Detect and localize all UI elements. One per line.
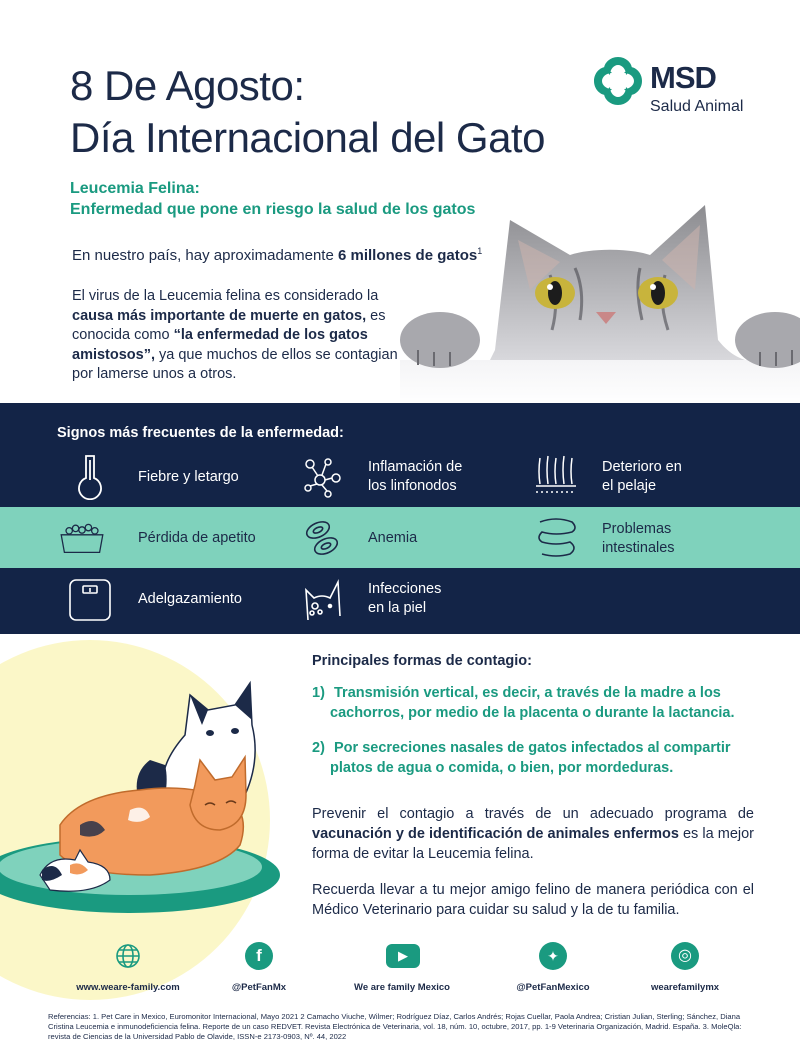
contagio-item-2 (312, 738, 772, 778)
sign-apetito-label: Pérdida de apetito (138, 530, 256, 546)
sign-piel-line2: en la piel (368, 600, 427, 616)
subtitle-line-1: Leucemia Felina: (70, 180, 200, 197)
prevention-paragraph (312, 804, 754, 864)
logo-subtitle: Salud Animal (650, 98, 744, 115)
social-twitter-label: @PetFanMexico (516, 982, 590, 993)
sign-adelgazamiento-label: Adelgazamiento (138, 591, 242, 607)
sign-linfonodos-line2: los linfonodos (368, 478, 457, 494)
title-line-2: Día Internacional del Gato (70, 114, 545, 161)
intro-bold-2: “la enfermedad de los gatos amistosos”, (72, 327, 368, 363)
intro-bold-1: causa más importante de muerte en gatos, (72, 307, 367, 324)
title-line-1: 8 De Agosto: (70, 62, 305, 109)
sign-linfonodos (368, 458, 462, 496)
social-links (48, 940, 760, 1000)
sign-anemia (368, 529, 417, 548)
prevention-bold: vacunación y de identificación de animales enfermos (312, 826, 679, 842)
social-globe-label: www.weare-family.com (76, 982, 180, 993)
page-title (70, 60, 545, 164)
sign-piel-line1: Infecciones (368, 581, 442, 597)
sign-apetito (138, 529, 256, 548)
references: Referencias: 1. Pet Care in Mexico, Euromonitor Internacional, Mayo 2021 2 Camacho Viuche, Wilmer; Rodríguez Díaz, Carlos Andrés; Rojas Cuellar, Paola Andrea; Cristian Julian, Sterling; Sánchez, Diana Cristina Leucemia e inmunodeficiencia felina. Reporte de un caso REDVET. Revista Electrónica de Veterinaria, vol. 18, núm. 10, octubre, 2017, pp. 1-9 Veterinaria Organización, Madrid. España. 3. MoleQla: revista de Ciencias de la Universidad Pablo de Olavide, ISSN-e 2173-0903, Nº. 44, 2022 (48, 1012, 742, 1041)
thermometer-icon (66, 452, 114, 500)
cat-photo (400, 180, 800, 405)
sign-pelaje-line1: Deterioro en (602, 459, 682, 475)
sign-fiebre-label: Fiebre y letargo (138, 469, 239, 485)
signs-title: Signos más frecuentes de la enfermedad: (57, 425, 344, 441)
intro-text-3: ya que muchos de ellos se contagian por lamerse unos a otros. (72, 346, 398, 382)
sign-linfonodos-line1: Inflamación de (368, 459, 463, 475)
scale-icon (66, 576, 114, 624)
intro-paragraph (72, 287, 402, 385)
social-youtube-label: We are family Mexico (354, 982, 450, 993)
sign-intestinales-line2: intestinales (602, 540, 675, 556)
social-instagram-label: wearefamilymx (650, 982, 720, 993)
contagio-item-1-number: 1) (312, 685, 325, 701)
fur-icon (532, 452, 580, 500)
sign-intestinales (602, 520, 675, 558)
sign-pelaje (602, 458, 682, 496)
contagio-title: Principales formas de contagio: (312, 653, 532, 669)
intro-text-2: es conocida como (72, 307, 386, 343)
social-facebook-label: @PetFanMx (231, 982, 287, 993)
sign-intestinales-line1: Problemas (602, 521, 672, 537)
instagram-icon: ◎ (671, 942, 699, 970)
intro-text-1: El virus de la Leucemia felina es considerado la (72, 288, 379, 304)
intestines-icon (532, 514, 580, 562)
blood-cells-icon (298, 514, 346, 562)
food-bowl-icon (58, 514, 106, 562)
reminder-paragraph: Recuerda llevar a tu mejor amigo felino de manera periódica con el Médico Veterinario para cuidar su salud y la de tu familia. (312, 882, 754, 918)
prevention-text-1: Prevenir el contagio a través de un adecuado programa de (312, 806, 754, 822)
stat-prefix: En nuestro país, hay aproximadamente (72, 247, 338, 264)
youtube-icon: ▶ (386, 944, 420, 968)
prevention-text-2: es la mejor forma de evitar la Leucemia felina. (312, 826, 754, 862)
subtitle-line-2: Enfermedad que pone en riesgo la salud de los gatos (70, 201, 476, 218)
sign-anemia-label: Anemia (368, 530, 418, 546)
stat-bold: 6 millones de gatos (338, 247, 478, 264)
cat-skin-icon (298, 576, 346, 624)
sign-piel (368, 580, 441, 618)
msd-logo-icon (592, 55, 644, 107)
sign-adelgazamiento (138, 590, 242, 609)
stat-footnote: 1 (477, 246, 483, 256)
contagio-item-2-line2: platos de agua o comida, o bien, por mordeduras. (330, 760, 674, 776)
sign-fiebre (138, 468, 239, 487)
contagio-item-1-line1: Transmisión vertical, es decir, a través de la madre a los (334, 685, 721, 701)
cats-illustration (0, 665, 300, 915)
lymph-nodes-icon (298, 454, 346, 502)
sign-pelaje-line2: el pelaje (602, 478, 657, 494)
contagio-item-2-number: 2) (312, 740, 325, 756)
contagio-item-1-line2: cachorros, por medio de la placenta o durante la lactancia. (330, 705, 735, 721)
facebook-icon: f (245, 942, 273, 970)
contagio-item-2-line1: Por secreciones nasales de gatos infectados al compartir (334, 740, 731, 756)
globe-icon (114, 942, 142, 970)
logo-brand: MSD (650, 60, 716, 95)
contagio-item-1 (312, 683, 772, 723)
twitter-icon: ✦ (539, 942, 567, 970)
